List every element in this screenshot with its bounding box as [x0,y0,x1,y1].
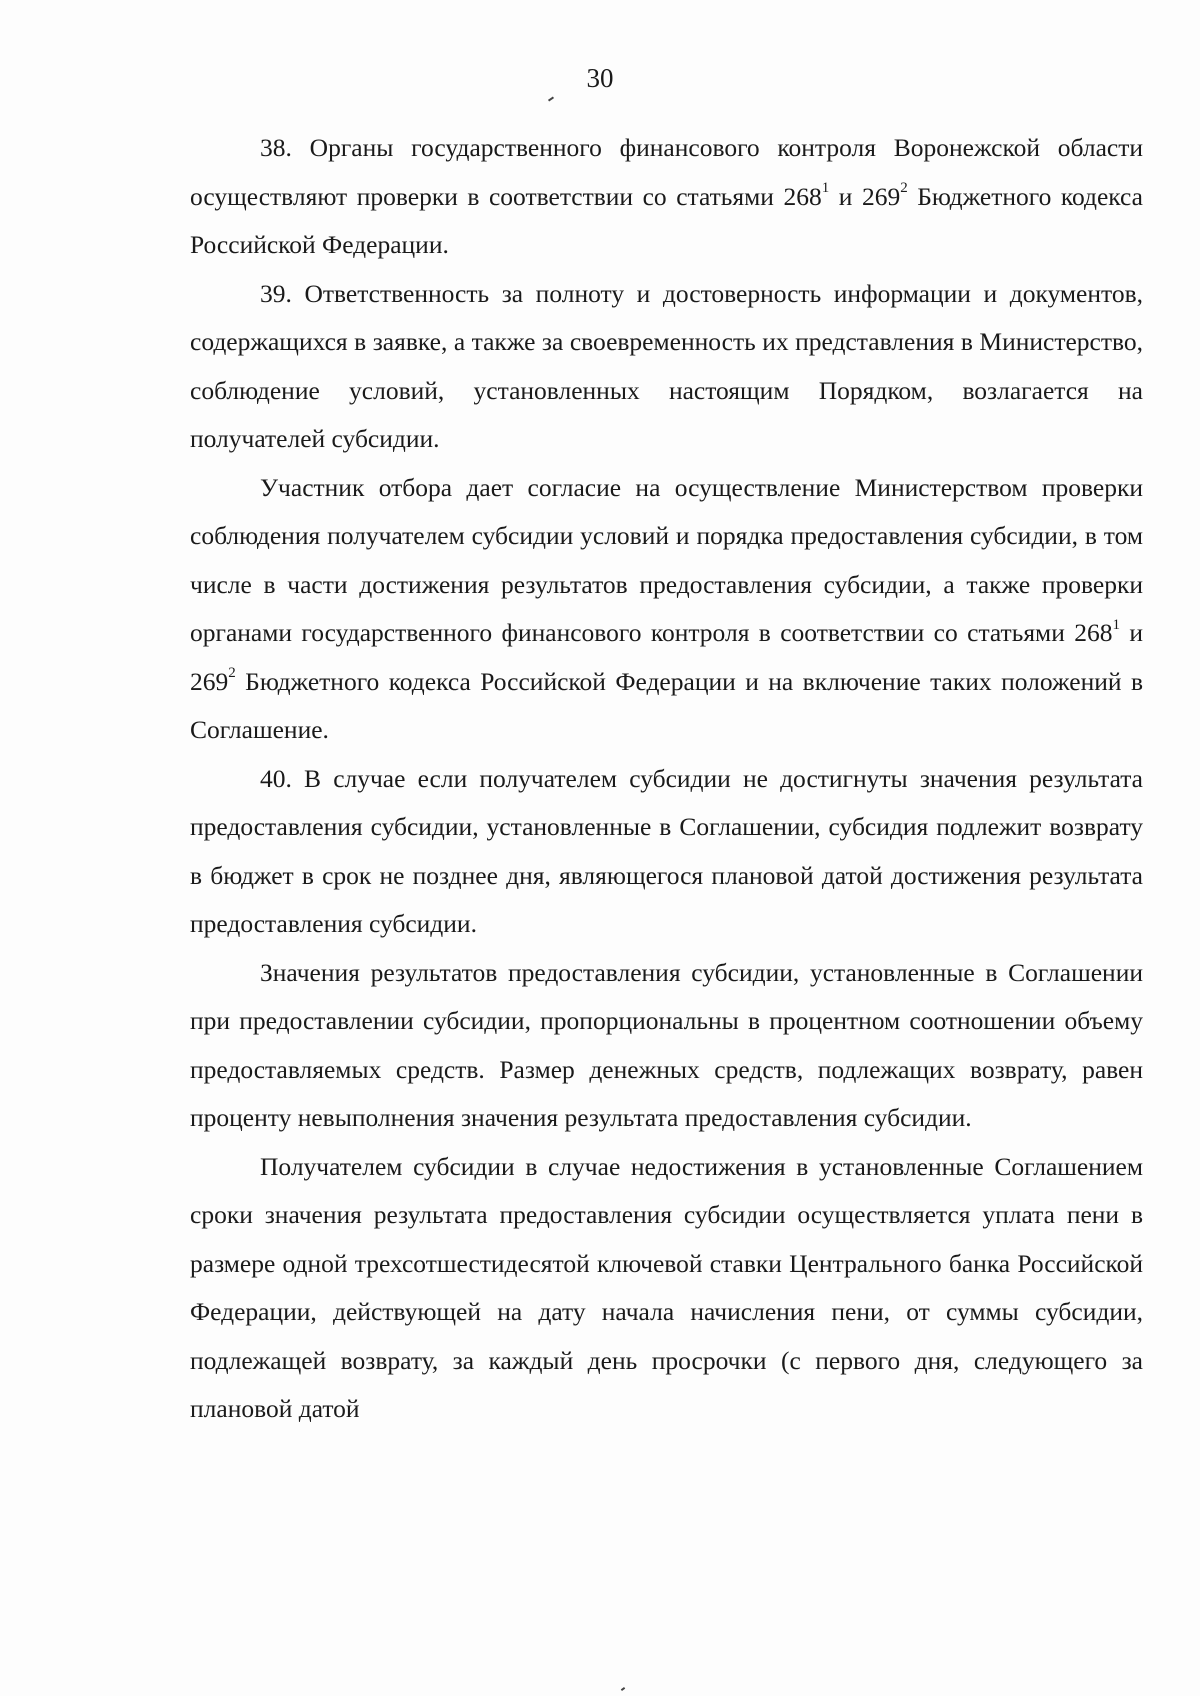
paragraph-39-consent-text-3: Бюджетного кодекса Российской Федерации и на включение таких положений в Соглашение. [190,666,1143,744]
superscript-1: 1 [1112,616,1120,633]
paragraph-39-consent [190,464,1143,755]
scan-artifact-mark [621,1687,625,1691]
superscript-1: 1 [821,180,830,196]
superscript-2: 2 [228,665,236,681]
document-body [190,124,1143,1434]
paragraph-40-penalty: Получателем субсидии в случае недостижения в установленные Соглашением сроки значения результата предоставления субсидии осуществляется уплата пени в размере одной трехсотшестидесятой ключевой ставки Центрального банка Российской Федерации, действующей на дату начала начисления пени, от суммы субсидии, подлежащей возврату, за каждый день просрочки (с первого дня, следующего за плановой датой [190,1151,1143,1423]
paragraph-39-consent-text-2: и 269 [190,618,1143,696]
paragraph-40: 40. В случае если получателем субсидии не достигнуты значения результата предоставления субсидии, установленные в Соглашении, субсидия подлежит возврату в бюджет в срок не позднее дня, являющегося плановой датой достижения результата предоставления субсидии. [190,763,1143,938]
paragraph-39: 39. Ответственность за полноту и достоверность информации и документов, содержащихся в заявке, а также за своевременность их представления в Министерство, соблюдение условий, установленных настоящим Порядком, возлагается на получателей субсидии. [190,278,1143,453]
paragraph-38-text-2: и 269 [829,181,901,211]
paragraph-39-consent-text-1: Участник отбора дает согласие на осуществление Министерством проверки соблюдения получателем субсидии условий и порядка предоставления субсидии, в том числе в части достижения результатов предоставления субсидии, а также проверки органами государственного финансового контроля в соответствии со статьями 268 [190,472,1143,647]
superscript-2: 2 [900,180,908,196]
scan-artifact-mark [548,96,554,101]
paragraph-38-text-3: Бюджетного кодекса Российской Федерации. [190,181,1143,259]
paragraph-38-text-1: 38. Органы государственного финансового контроля Воронежской области осуществляют проверки в соответствии со статьями 268 [190,133,1143,211]
page-number: 30 [586,63,614,93]
paragraph-40-values: Значения результатов предоставления субсидии, установленные в Соглашении при предоставлении субсидии, пропорциональны в процентном соотношении объему предоставляемых средств. Размер денежных средств, подлежащих возврату, равен проценту невыполнения значения результата предоставления субсидии. [190,957,1143,1132]
paragraph-38 [190,124,1143,270]
